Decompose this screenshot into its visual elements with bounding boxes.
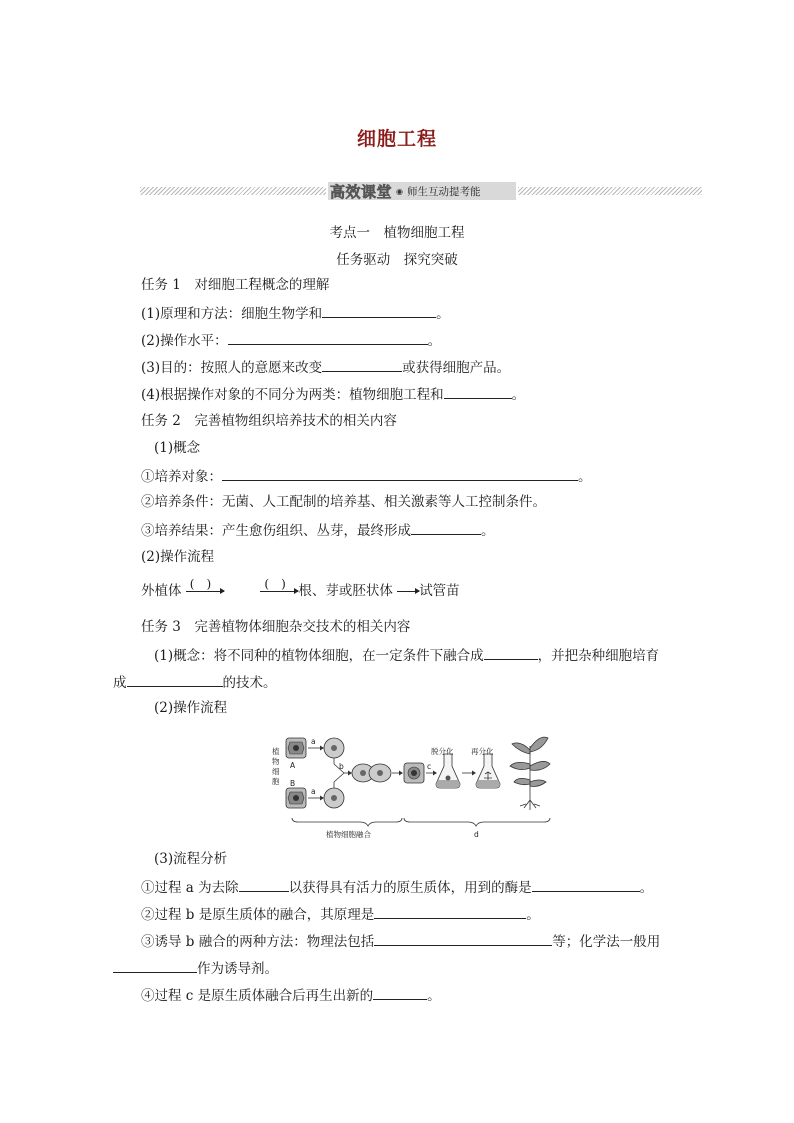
answer-blank — [113, 958, 197, 973]
task3-q3b-end: 作为诱导剂。 — [197, 961, 278, 977]
task3-q2-text: ②过程 b 是原生质体的融合，其原理是 — [141, 907, 375, 923]
task1-title: 任务 1 对细胞工程概念的理解 — [141, 277, 330, 293]
task2-c1 — [141, 466, 592, 486]
fusing-protoplasts — [352, 764, 391, 782]
protoplast-a — [324, 738, 344, 758]
side-label-2: 物 — [272, 757, 280, 766]
task1-item4-end: 。 — [511, 387, 526, 403]
document-title: 细胞工程 — [356, 128, 437, 150]
protoplast-b — [324, 788, 344, 808]
somatic-hybridization-diagram — [268, 724, 552, 840]
task2-title: 任务 2 完善植物组织培养技术的相关内容 — [141, 413, 397, 429]
arrow-right-icon — [260, 591, 298, 592]
task1-item3-end: 或获得细胞产品。 — [402, 360, 511, 376]
arrow-right-icon — [433, 771, 437, 776]
task3-q3b — [113, 958, 278, 978]
answer-blank — [373, 985, 427, 1000]
arrow-right-icon — [320, 746, 324, 751]
task2-c3 — [141, 520, 495, 540]
task3-q1-text: ①过程 a 为去除 — [141, 880, 239, 896]
task1-item1-end: 。 — [436, 306, 450, 322]
label-redifferentiation: 再分化 — [471, 747, 494, 756]
banner-hatch-left — [140, 187, 326, 195]
label-fusion: 植物细胞融合 — [326, 830, 371, 839]
side-label-3: 细 — [272, 767, 280, 776]
task3-q1 — [141, 877, 653, 897]
brace-fusion — [292, 818, 402, 826]
task3-q4-text: ④过程 c 是原生质体融合后再生出新的 — [141, 988, 374, 1004]
label-b-cell: B — [290, 779, 296, 788]
task1-item3-text: (3)目的：按照人的意愿来改变 — [141, 360, 323, 376]
answer-blank — [484, 645, 538, 660]
answer-blank — [222, 466, 578, 481]
arrow-right-icon — [397, 591, 419, 592]
plant-seedling-icon — [510, 737, 550, 810]
task1-item2-text: (2)操作水平： — [141, 333, 228, 349]
flow-arrow-2 — [260, 576, 298, 601]
flow-mid: 根、芽或胚状体 — [298, 583, 393, 599]
answer-blank — [374, 931, 552, 946]
task3-q2-end: 。 — [526, 907, 540, 923]
task3-p1-text: (1)概念：将不同种的植物体细胞，在一定条件下融合成 — [154, 648, 484, 664]
task3-q1-end: 。 — [639, 880, 654, 896]
banner-title: 高效课堂 — [330, 182, 393, 201]
answer-blank — [322, 357, 402, 372]
task2-flow-heading: (2)操作流程 — [141, 549, 215, 565]
arrow-right-icon — [320, 796, 324, 801]
task3-q3 — [141, 931, 660, 951]
answer-blank — [239, 877, 289, 892]
merge-line-bottom — [334, 773, 344, 788]
flask-redifferentiation — [476, 754, 500, 788]
task3-p2 — [113, 672, 277, 692]
task3-p2-text: 成 — [113, 675, 127, 691]
hybrid-cell — [404, 763, 424, 783]
task2-c3-end: 。 — [481, 523, 495, 539]
task3-p2-end: 的技术。 — [222, 675, 277, 691]
task1-item1 — [141, 303, 450, 323]
banner-dot-icon: ◉ — [396, 186, 403, 196]
section-heading: 考点一 植物细胞工程 — [329, 225, 465, 241]
task3-q1-mid: 以获得具有活力的原生质体，用到的酶是 — [288, 880, 532, 896]
flask-dedifferentiation — [436, 754, 460, 788]
brace-d — [404, 818, 550, 826]
side-label-1: 植 — [272, 747, 280, 756]
arrow-right-icon — [399, 771, 403, 776]
arrow-right-icon — [186, 591, 224, 592]
side-label-4: 胞 — [272, 777, 280, 786]
task1-item4-text: (4)根据操作对象的不同分为两类：植物细胞工程和 — [141, 387, 444, 403]
task3-q2 — [141, 904, 540, 924]
answer-blank — [127, 672, 223, 687]
answer-blank — [228, 330, 428, 345]
flow-start: 外植体 — [141, 583, 182, 599]
label-b: b — [339, 762, 344, 771]
section-banner — [140, 182, 702, 200]
task2-c1-end: 。 — [578, 469, 592, 485]
answer-blank — [374, 904, 526, 919]
label-a-cell: A — [290, 761, 296, 770]
task1-item3 — [141, 357, 510, 377]
label-dedifferentiation: 脱分化 — [431, 747, 454, 756]
flow-end: 试管苗 — [419, 583, 460, 599]
answer-blank — [411, 520, 481, 535]
task3-p1-end: ，并把杂种细胞培育 — [537, 648, 660, 664]
plant-cell-b — [286, 788, 306, 808]
task3-title: 任务 3 完善植物体细胞杂交技术的相关内容 — [141, 619, 411, 635]
task3-p1 — [154, 645, 659, 665]
plant-cell-a — [286, 738, 306, 758]
task3-flow-heading: (2)操作流程 — [154, 700, 228, 716]
flow-arrow-3 — [397, 583, 419, 601]
flow-arrow-paren: ( ) — [264, 576, 286, 591]
task1-item2-end: 。 — [427, 333, 442, 349]
task2-flow — [141, 576, 460, 601]
banner-hatch-right — [518, 187, 702, 195]
label-c: c — [427, 762, 432, 771]
task2-c1-text: ①培养对象： — [141, 469, 222, 485]
task3-q4 — [141, 985, 441, 1005]
task3-q4-end: 。 — [427, 988, 441, 1004]
task2-c2: ②培养条件：无菌、人工配制的培养基、相关激素等人工控制条件。 — [141, 494, 546, 510]
task3-analysis-heading: (3)流程分析 — [154, 851, 228, 867]
section-subheading: 任务驱动 探究突破 — [336, 252, 458, 268]
task2-concept: (1)概念 — [154, 440, 201, 456]
flow-arrow-paren: ( ) — [189, 576, 212, 591]
task1-item1-text: (1)原理和方法：细胞生物学和 — [141, 306, 323, 322]
answer-blank — [444, 384, 512, 399]
task3-q3-end: 等；化学法一般用 — [552, 934, 661, 950]
task2-c3-text: ③培养结果：产生愈伤组织、丛芽，最终形成 — [141, 523, 411, 539]
banner-box — [328, 182, 516, 200]
answer-blank — [532, 877, 640, 892]
task1-item4 — [141, 384, 525, 404]
banner-subtitle: 师生互动提考能 — [407, 185, 481, 198]
label-d: d — [474, 830, 479, 839]
flow-arrow-1 — [186, 576, 224, 601]
label-a-bottom: a — [311, 787, 316, 796]
arrow-right-icon — [348, 771, 352, 776]
arrow-right-icon — [472, 771, 476, 776]
task3-q3-text: ③诱导 b 融合的两种方法：物理法包括 — [141, 934, 375, 950]
label-a-top: a — [311, 737, 316, 746]
task1-item2 — [141, 330, 441, 350]
answer-blank — [322, 303, 436, 318]
